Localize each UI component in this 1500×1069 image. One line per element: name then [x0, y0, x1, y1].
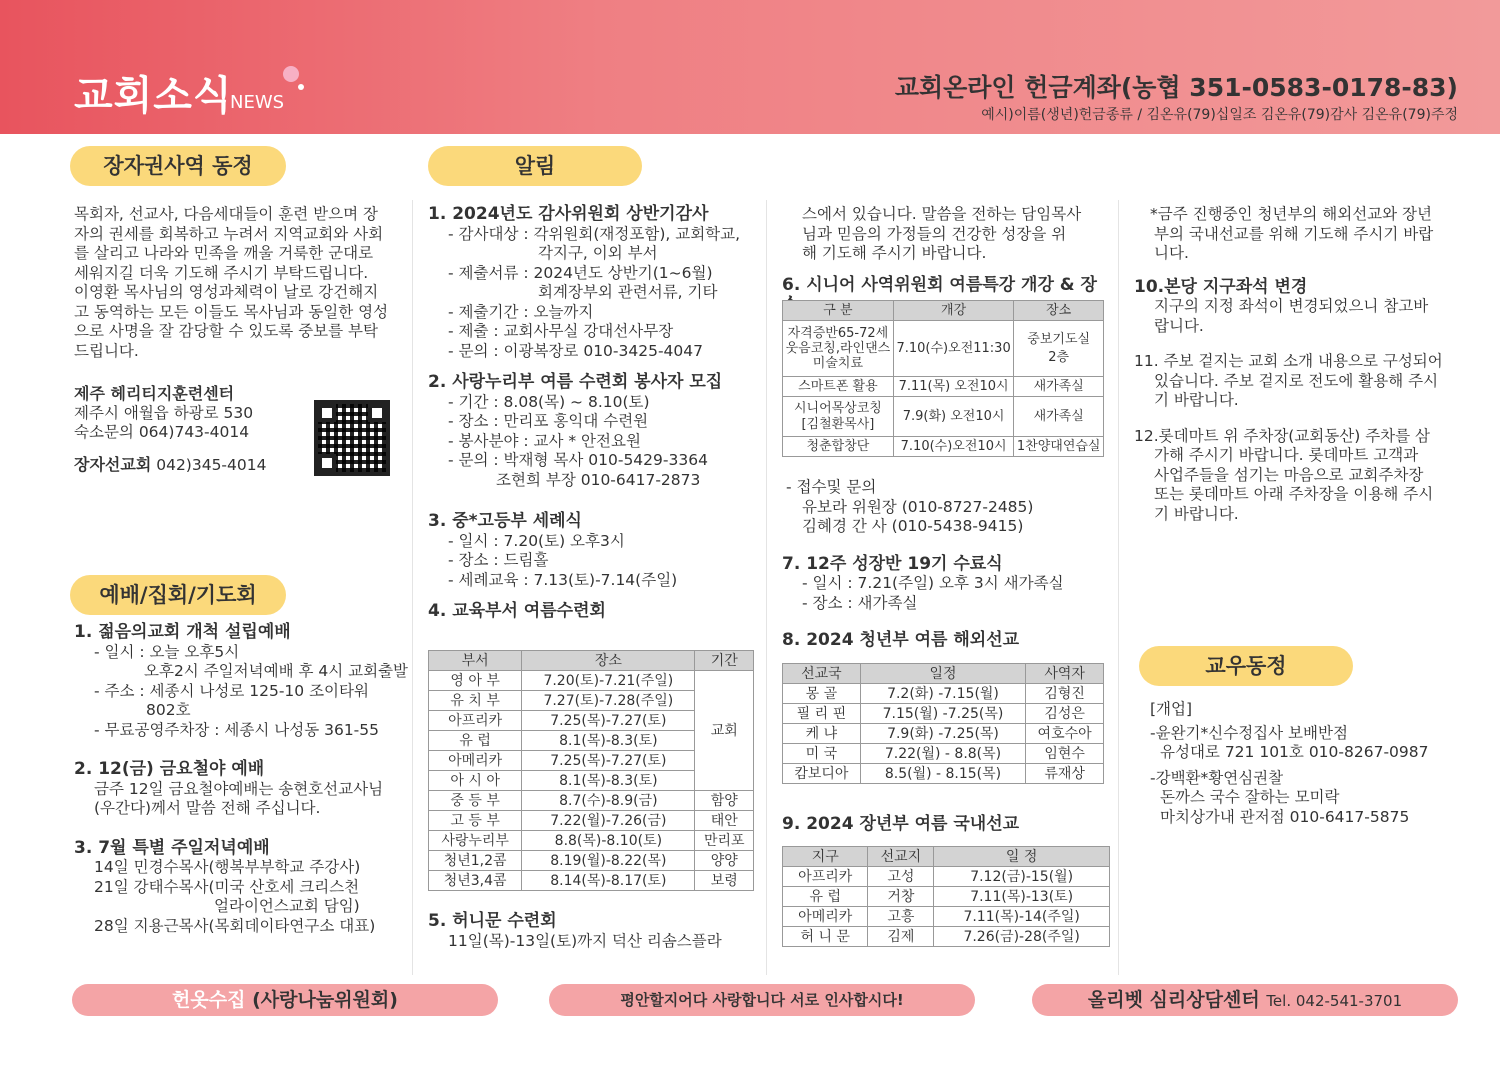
text-line: 마치상가내 관저점 010-6417-5875 — [1160, 807, 1410, 826]
text-line: - 문의 : 이광복장로 010-3425-4047 — [448, 341, 703, 360]
divider — [412, 200, 413, 975]
table-cell: 필 리 핀 — [783, 704, 861, 724]
table-cell: 스마트폰 활용 — [783, 377, 894, 397]
text-line: 조현희 부장 010-6417-2873 — [496, 470, 701, 489]
table-cell: 청년1,2콤 — [429, 851, 522, 871]
table-cell: 청년3,4콤 — [429, 871, 522, 891]
text-line: *금주 진행중인 청년부의 해외선교와 장년 — [1150, 205, 1433, 223]
section-jangja: 장자권사역 동정 — [70, 146, 286, 186]
text-line: - 제출기간 : 오늘까지 — [448, 302, 594, 321]
table-cell: 7.2(화) -7.15(월) — [860, 684, 1025, 704]
notice-title: 10.본당 지구좌석 변경 — [1134, 276, 1308, 297]
footer-clothes-collection — [72, 984, 498, 1016]
notice-title: 7. 12주 성장반 19기 수료식 — [782, 553, 1003, 574]
table-cell: 고성 — [868, 867, 934, 887]
table-cell: 7.26(금)-28(주일) — [934, 927, 1110, 947]
table-cell: 교회 — [695, 671, 754, 791]
table-cell: [김철환목사] — [801, 416, 875, 432]
table-cell: 중보기도실 — [1027, 331, 1091, 347]
footer-text: 헌옷수집 — [172, 989, 246, 1011]
jangja-body — [74, 205, 404, 361]
text-line: 스에서 있습니다. 말씀을 전하는 담임목사 — [802, 205, 1082, 223]
table-cell: 7.22(월) - 8.8(목) — [860, 744, 1025, 764]
table-cell: 8.8(목)-8.10(토) — [522, 831, 695, 851]
divider — [766, 200, 767, 975]
table-cell: 허 니 문 — [783, 927, 868, 947]
table-cell: 임현수 — [1026, 744, 1104, 764]
text-line: 14일 민경수목사(행복부부학교 주강사) — [94, 858, 361, 876]
text-line: 유보라 위원장 (010-8727-2485) — [802, 497, 1034, 516]
text-line: 11일(목)-13일(토)까지 덕산 리솜스플라 — [448, 931, 722, 950]
notice-title: 1. 2024년도 감사위원회 상반기감사 — [428, 204, 709, 224]
text-line: 기 바랍니다. — [1154, 391, 1239, 409]
table-cell: 시니어목상코칭 — [793, 400, 882, 416]
overseas-table — [782, 663, 1104, 784]
qr-code-icon — [314, 400, 390, 476]
section-worship: 예배/집회/기도회 — [70, 575, 286, 615]
notice-title: 2. 사랑누리부 여름 수련회 봉사자 모집 — [428, 372, 723, 392]
table-header: 선교지 — [868, 847, 934, 867]
table-cell: 7.25(목)-7.27(토) — [522, 751, 695, 771]
table-cell: 8.14(목)-8.17(토) — [522, 871, 695, 891]
text-line: 으로 사명을 잘 감당할 수 있도록 중보를 부탁 — [74, 322, 379, 340]
table-cell: 7.10(수)오전10시 — [893, 437, 1014, 457]
table-header: 지구 — [783, 847, 868, 867]
table-cell: 7.20(토)-7.21(주일) — [522, 671, 695, 691]
center-addr: 제주시 애월읍 하광로 530 — [74, 403, 254, 422]
table-cell: 8.5(월) - 8.15(목) — [860, 764, 1025, 784]
text-line: - 제출 : 교회사무실 강대선사무장 — [448, 322, 674, 340]
table-cell: 거창 — [868, 887, 934, 907]
table-header: 기간 — [695, 651, 754, 671]
text-line: 28일 지용근목사(목회데이타연구소 대표) — [94, 916, 376, 935]
table-cell: 태안 — [695, 811, 754, 831]
text-line: 목회자, 선교사, 다음세대들이 훈련 받으며 장 — [74, 205, 379, 223]
table-cell: 김형진 — [1026, 684, 1104, 704]
text-line: - 제출서류 : 2024년도 상반기(1~6월) — [448, 263, 713, 282]
table-header: 부서 — [429, 651, 522, 671]
text-line: 얼라이언스교회 담임) — [214, 897, 360, 915]
table-cell: 김제 — [868, 927, 934, 947]
notice-domestic — [782, 815, 1112, 835]
table-cell: 7.25(목)-7.27(토) — [522, 711, 695, 731]
text-line: 랍니다. — [1154, 316, 1204, 335]
text-line: 기 바랍니다. — [1154, 504, 1239, 523]
text-line: 사업주들을 섬기는 마음으로 교회주차장 — [1154, 465, 1424, 484]
table-cell: 웃음코칭,라인댄스 — [785, 341, 891, 356]
divider — [1118, 200, 1119, 975]
text-line: 김혜경 간 사 (010-5438-9415) — [802, 517, 1024, 535]
text-line: - 일시 : 7.20(토) 오후3시 — [448, 531, 625, 550]
table-cell: 2층 — [1048, 349, 1070, 365]
footer-text: 올리벳 심리상담센터 — [1087, 989, 1260, 1011]
notice-title: 4. 교육부서 여름수련회 — [428, 601, 606, 621]
notice-title: 6. 시니어 사역위원회 여름특강 개강 & 장 — [782, 274, 1097, 295]
table-cell: 자격증반65-72세 — [787, 326, 889, 341]
notice-col-4 — [1134, 205, 1474, 524]
text-line: 이영환 목사님의 영성과체력이 날로 강건해지 — [74, 283, 379, 301]
table-cell: 고 등 부 — [429, 811, 522, 831]
table-cell: 영 아 부 — [429, 671, 522, 691]
worship-item-title: 1. 젊음의교회 개척 설립예배 — [74, 622, 291, 642]
header-banner — [0, 0, 1500, 134]
table-cell: 미술치료 — [812, 356, 864, 371]
text-line: - 장소 : 새가족실 — [802, 593, 918, 612]
text-line: 금주 12일 금요철야예배는 송현호선교사님 — [94, 779, 384, 798]
table-cell: 아메리카 — [783, 907, 868, 927]
domestic-table — [782, 846, 1110, 947]
text-line: 802호 — [146, 701, 191, 719]
members-body — [1150, 700, 1480, 827]
table-cell: 7.22(월)-7.26(금) — [522, 811, 695, 831]
table-cell: 김성은 — [1026, 704, 1104, 724]
table-header: 장소 — [1014, 301, 1104, 321]
worship-item-title: 3. 7월 특별 주일저녁예배 — [74, 837, 270, 858]
footer-tel: Tel. 042-541-3701 — [1266, 992, 1403, 1010]
text-line: 를 살리고 나라와 민족을 깨울 거룩한 군대로 — [74, 244, 374, 262]
table-cell: 7.9(화) -7.25(목) — [860, 724, 1025, 744]
senior-table — [782, 300, 1104, 457]
table-header: 일 정 — [934, 847, 1110, 867]
text-line: 유성대로 721 101호 010-8267-0987 — [1160, 743, 1429, 761]
text-line: - 일시 : 7.21(주일) 오후 3시 새가족실 — [802, 574, 1064, 592]
table-cell: 7.9(화) 오전10시 — [893, 397, 1014, 437]
text-line: 님과 믿음의 가정들의 건강한 성장을 위 — [802, 224, 1067, 243]
text-line: 자의 권세를 회복하고 누려서 지역교회와 사회 — [74, 224, 384, 243]
table-cell: 아프리카 — [783, 867, 868, 887]
text-line: - 감사대상 : 각위원회(재정포함), 교회학교, — [448, 224, 741, 243]
text-line: - 봉사분야 : 교사 * 안전요원 — [448, 431, 641, 450]
table-cell: 7.12(금)-15(월) — [934, 867, 1110, 887]
table-cell: 류재상 — [1026, 764, 1104, 784]
text-line: -윤완기*신수정집사 보배반점 — [1150, 723, 1348, 742]
table-cell: 양양 — [695, 851, 754, 871]
section-notice: 알림 — [428, 146, 642, 186]
notice-col-3 — [782, 478, 1112, 651]
text-line: - 기간 : 8.08(목) ~ 8.10(토) — [448, 392, 650, 411]
text-line: - 장소 : 만리포 홍익대 수련원 — [448, 412, 649, 430]
text-line: 세워지길 더욱 기도해 주시기 부탁드립니다. — [74, 263, 369, 282]
notice-title: 3. 중*고등부 세례식 — [428, 511, 582, 531]
text-line: 오후2시 주일저녁예배 후 4시 교회출발 — [144, 662, 409, 680]
news-label: NEWS — [230, 92, 285, 113]
text-line: 각지구, 이외 부서 — [538, 244, 658, 262]
notice-col-1 — [428, 205, 763, 622]
footer-text: (사랑나눔위원회) — [252, 989, 398, 1011]
table-cell: 8.19(월)-8.22(목) — [522, 851, 695, 871]
church-tel: 042)345-4014 — [156, 455, 267, 474]
text-line: - 일시 : 오늘 오후5시 — [94, 642, 240, 661]
text-line: - 장소 : 드림홀 — [448, 551, 549, 569]
text-line: 부의 국내선교를 위해 기도해 주시기 바랍 — [1154, 224, 1434, 243]
offering-account: 교회온라인 헌금계좌(농협 351-0583-0178-83) — [894, 73, 1458, 102]
text-line: - 주소 : 세종시 나성로 125-10 조이타워 — [94, 681, 369, 700]
footer-greeting: 평안할지어다 사랑합니다 서로 인사합시다! — [549, 984, 975, 1016]
table-cell: 7.27(토)-7.28(주일) — [522, 691, 695, 711]
table-cell: 7.10(수)오전11:30 — [893, 321, 1014, 377]
table-cell: 아프리카 — [429, 711, 522, 731]
table-header: 개강 — [893, 301, 1014, 321]
table-cell: 함양 — [695, 791, 754, 811]
decor-dot-small-icon — [298, 84, 304, 90]
text-line: 11. 주보 겉지는 교회 소개 내용으로 구성되어 — [1134, 352, 1443, 370]
table-cell: 아 시 아 — [429, 771, 522, 791]
table-cell: 새가족실 — [1014, 397, 1104, 437]
text-line: 드립니다. — [74, 341, 139, 360]
section-members: 교우동정 — [1139, 646, 1353, 686]
center-tel: 숙소문의 064)743-4014 — [74, 423, 250, 441]
text-line: 고 동역하는 모든 이들도 목사님과 동일한 영성 — [74, 302, 389, 321]
camp-table — [428, 650, 754, 891]
table-header: 사역자 — [1026, 664, 1104, 684]
worship-body — [74, 623, 409, 936]
page-title: 교회소식 — [74, 73, 233, 119]
text-line: - 문의 : 박재형 목사 010-5429-3364 — [448, 451, 708, 469]
table-cell: 8.1(목)-8.3(토) — [522, 771, 695, 791]
center-name: 제주 헤리티지훈련센터 — [74, 384, 235, 403]
text-line: 있습니다. 주보 겉지로 전도에 활용해 주시 — [1154, 371, 1439, 390]
table-cell: 아메리카 — [429, 751, 522, 771]
table-header: 장소 — [522, 651, 695, 671]
table-cell: 7.11(목)-14(주일) — [934, 907, 1110, 927]
text-line: 돈까스 국수 잘하는 모미락 — [1160, 788, 1340, 806]
table-cell: 유 럽 — [429, 731, 522, 751]
text-line: 가해 주시기 바랍니다. 롯데마트 고객과 — [1154, 446, 1419, 464]
text-line: 회계장부외 관련서류, 기타 — [538, 283, 718, 301]
text-line: - 접수및 문의 — [786, 478, 877, 496]
table-cell: 유 치 부 — [429, 691, 522, 711]
notice-col-2 — [782, 205, 1112, 315]
text-line: (우간다)께서 말씀 전해 주십니다. — [94, 799, 321, 817]
text-line: - 세례교육 : 7.13(토)-7.14(주일) — [448, 570, 678, 589]
text-line: -강백환*황연심권찰 — [1150, 768, 1284, 787]
text-line: 21일 강태수목사(미국 산호세 크리스천 — [94, 877, 360, 896]
table-cell: 중 등 부 — [429, 791, 522, 811]
table-cell: 여호수아 — [1026, 724, 1104, 744]
table-cell: 고흥 — [868, 907, 934, 927]
notice-title: 5. 허니문 수련회 — [428, 911, 557, 931]
table-header: 선교국 — [783, 664, 861, 684]
table-cell: 8.7(수)-8.9(금) — [522, 791, 695, 811]
table-cell: 캄보디아 — [783, 764, 861, 784]
text-line: 니다. — [1154, 244, 1189, 262]
text-line: - 무료공영주차장 : 세종시 나성동 361-55 — [94, 720, 380, 739]
text-line: [개업] — [1150, 700, 1193, 718]
table-cell: 보령 — [695, 871, 754, 891]
center-info — [74, 384, 314, 475]
table-cell: 8.1(목)-8.3(토) — [522, 731, 695, 751]
table-header: 구 분 — [783, 301, 894, 321]
table-cell: 청춘합창단 — [783, 437, 894, 457]
notice-title: 9. 2024 장년부 여름 국내선교 — [782, 814, 1020, 834]
notice-title: 8. 2024 청년부 여름 해외선교 — [782, 630, 1020, 650]
table-cell: 몽 골 — [783, 684, 861, 704]
text-line: 12.롯데마트 위 주차장(교회동산) 주차를 삼 — [1134, 426, 1431, 445]
footer-counseling — [1032, 984, 1458, 1016]
worship-item-title: 2. 12(금) 금요철야 예배 — [74, 759, 265, 779]
table-cell: 미 국 — [783, 744, 861, 764]
table-cell: 7.15(월) -7.25(목) — [860, 704, 1025, 724]
table-header: 일정 — [860, 664, 1025, 684]
table-cell: 유 럽 — [783, 887, 868, 907]
text-line: 해 기도해 주시기 바랍니다. — [802, 244, 987, 262]
table-cell: 7.11(목) 오전10시 — [893, 377, 1014, 397]
table-cell: 7.11(목)-13(토) — [934, 887, 1110, 907]
table-cell: 새가족실 — [1014, 377, 1104, 397]
table-cell: 1찬양대연습실 — [1014, 437, 1104, 457]
table-cell: 케 냐 — [783, 724, 861, 744]
table-cell: 사랑누리부 — [429, 831, 522, 851]
notice-honeymoon — [428, 912, 763, 951]
text-line: 또는 롯데마트 아래 주차장을 이용해 주시 — [1154, 485, 1434, 503]
church-name: 장자선교회 — [74, 454, 152, 474]
offering-example: 예시)이름(생년)헌금종류 / 김온유(79)십일조 김온유(79)감사 김온유(79)주정 — [981, 107, 1458, 123]
text-line: 지구의 지정 좌석이 변경되었으니 참고바 — [1154, 297, 1429, 315]
table-cell: 만리포 — [695, 831, 754, 851]
decor-dot-icon — [283, 66, 299, 82]
